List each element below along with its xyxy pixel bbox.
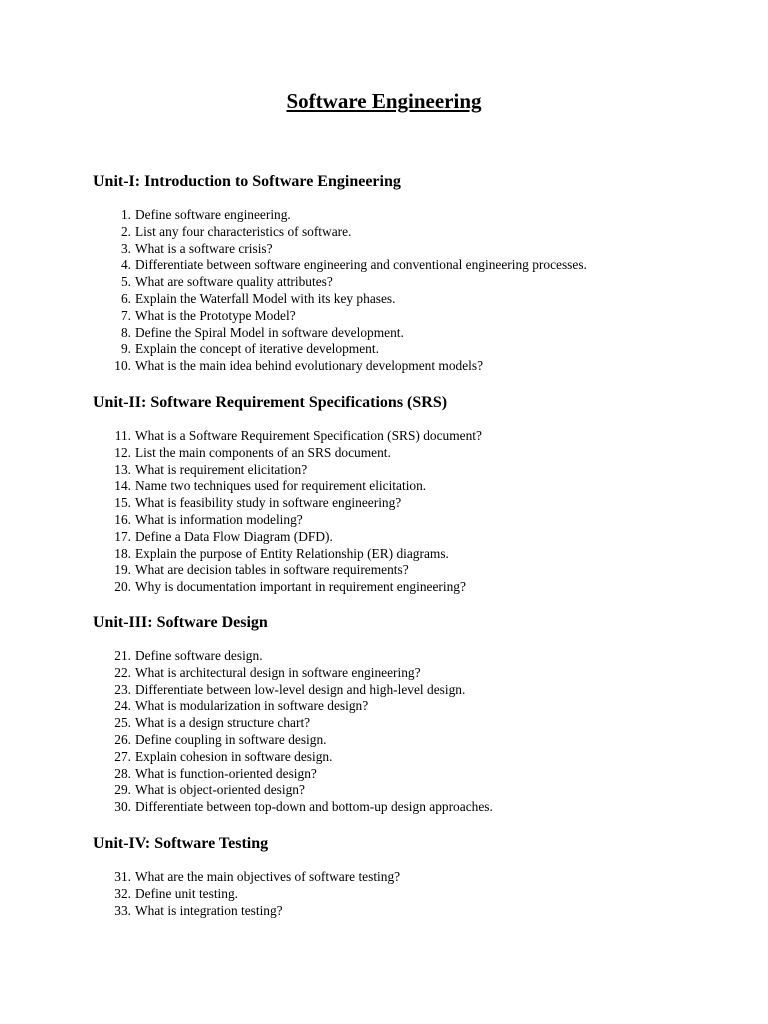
question-number: 13.: [114, 461, 131, 477]
unit-section-2: [93, 393, 733, 595]
question-text: What are software quality attributes?: [135, 274, 333, 290]
question-number: 24.: [114, 698, 131, 714]
question-number: 11.: [114, 428, 131, 443]
question-number: 5.: [120, 274, 131, 290]
question-item: [93, 579, 733, 596]
question-item: [93, 886, 733, 903]
document-title: Software Engineering: [286, 89, 482, 113]
question-number: 6.: [120, 290, 131, 306]
question-item: [93, 698, 733, 715]
question-text: What is a software crisis?: [135, 240, 273, 256]
question-text: Explain cohesion in software design.: [135, 748, 333, 764]
question-number: 1.: [120, 207, 131, 222]
question-item: [93, 325, 733, 342]
question-item: [93, 682, 733, 699]
question-item: [93, 428, 733, 445]
unit-heading: Unit-II: Software Requirement Specifications (SRS): [93, 394, 448, 411]
question-number: 7.: [120, 307, 131, 323]
question-number: 27.: [114, 748, 131, 764]
question-text: Differentiate between software engineering and conventional engineering processes.: [135, 257, 587, 273]
question-number: 9.: [120, 341, 131, 357]
question-item: [93, 546, 733, 563]
question-text: Define coupling in software design.: [135, 731, 327, 747]
question-list: [93, 648, 733, 816]
question-number: 19.: [114, 562, 131, 578]
question-text: Explain the concept of iterative development.: [135, 341, 379, 357]
question-text: What is feasibility study in software engineering?: [135, 495, 402, 511]
question-text: What is a Software Requirement Specification (SRS) document?: [135, 428, 482, 443]
question-number: 33.: [114, 902, 131, 918]
question-number: 23.: [114, 681, 131, 697]
question-text: Define the Spiral Model in software development.: [135, 324, 404, 340]
question-number: 20.: [114, 579, 131, 595]
question-list: [93, 428, 733, 596]
unit-heading: Unit-III: Software Design: [93, 614, 268, 631]
question-number: 10.: [114, 358, 131, 374]
question-item: [93, 257, 733, 274]
question-item: [93, 665, 733, 682]
question-item: [93, 291, 733, 308]
question-number: 22.: [114, 664, 131, 680]
unit-section-1: [93, 172, 733, 374]
question-number: 4.: [120, 257, 131, 273]
question-text: Why is documentation important in requirement engineering?: [135, 579, 466, 595]
question-text: Explain the Waterfall Model with its key phases.: [135, 290, 396, 306]
question-item: [93, 274, 733, 291]
question-text: What are the main objectives of software testing?: [135, 869, 401, 884]
question-item: [93, 462, 733, 479]
unit-section-3: [93, 613, 733, 815]
question-text: Differentiate between low-level design and high-level design.: [135, 681, 466, 697]
question-number: 29.: [114, 782, 131, 798]
question-item: [93, 869, 733, 886]
question-text: Define software engineering.: [135, 207, 291, 222]
question-item: [93, 358, 733, 375]
question-item: [93, 562, 733, 579]
question-item: [93, 207, 733, 224]
question-number: 8.: [120, 324, 131, 340]
question-text: What is architectural design in software engineering?: [135, 664, 421, 680]
question-number: 3.: [120, 240, 131, 256]
question-item: [93, 495, 733, 512]
question-item: [93, 512, 733, 529]
question-text: What is integration testing?: [135, 902, 283, 918]
question-number: 28.: [114, 765, 131, 781]
question-item: [93, 903, 733, 920]
question-item: [93, 749, 733, 766]
question-item: [93, 732, 733, 749]
question-item: [93, 478, 733, 495]
question-list: [93, 869, 733, 919]
question-list: [93, 207, 733, 375]
question-text: What is a design structure chart?: [135, 715, 311, 731]
question-item: [93, 529, 733, 546]
unit-heading: Unit-IV: Software Testing: [93, 835, 269, 852]
question-item: [93, 341, 733, 358]
question-text: List the main components of an SRS document.: [135, 444, 391, 460]
unit-heading: Unit-I: Introduction to Software Engineering: [93, 173, 401, 190]
unit-section-4: [93, 834, 733, 918]
question-item: [93, 445, 733, 462]
question-number: 15.: [114, 495, 131, 511]
question-item: [93, 799, 733, 816]
question-text: What are decision tables in software requirements?: [135, 562, 409, 578]
question-number: 14.: [114, 478, 131, 494]
question-number: 2.: [120, 223, 131, 239]
question-item: [93, 766, 733, 783]
question-number: 26.: [114, 731, 131, 747]
question-text: What is object-oriented design?: [135, 782, 305, 798]
question-text: What is requirement elicitation?: [135, 461, 308, 477]
question-item: [93, 224, 733, 241]
question-number: 32.: [114, 885, 131, 901]
question-number: 18.: [114, 545, 131, 561]
question-text: Name two techniques used for requirement elicitation.: [135, 478, 427, 494]
question-number: 17.: [114, 528, 131, 544]
question-text: Define a Data Flow Diagram (DFD).: [135, 528, 333, 544]
question-text: What is the Prototype Model?: [135, 307, 296, 323]
question-number: 31.: [114, 869, 131, 884]
question-item: [93, 308, 733, 325]
question-text: List any four characteristics of software.: [135, 223, 352, 239]
question-text: Define software design.: [135, 648, 263, 663]
question-number: 12.: [114, 444, 131, 460]
question-item: [93, 648, 733, 665]
question-number: 30.: [114, 799, 131, 815]
question-number: 25.: [114, 715, 131, 731]
question-item: [93, 782, 733, 799]
question-text: What is modularization in software design?: [135, 698, 369, 714]
question-number: 21.: [114, 648, 131, 663]
question-text: Explain the purpose of Entity Relationship (ER) diagrams.: [135, 545, 449, 561]
question-item: [93, 241, 733, 258]
question-text: What is information modeling?: [135, 511, 303, 527]
question-number: 16.: [114, 511, 131, 527]
question-text: What is the main idea behind evolutionary development models?: [135, 358, 484, 374]
question-text: Differentiate between top-down and bottom-up design approaches.: [135, 799, 493, 815]
question-text: Define unit testing.: [135, 885, 239, 901]
question-text: What is function-oriented design?: [135, 765, 317, 781]
question-item: [93, 715, 733, 732]
